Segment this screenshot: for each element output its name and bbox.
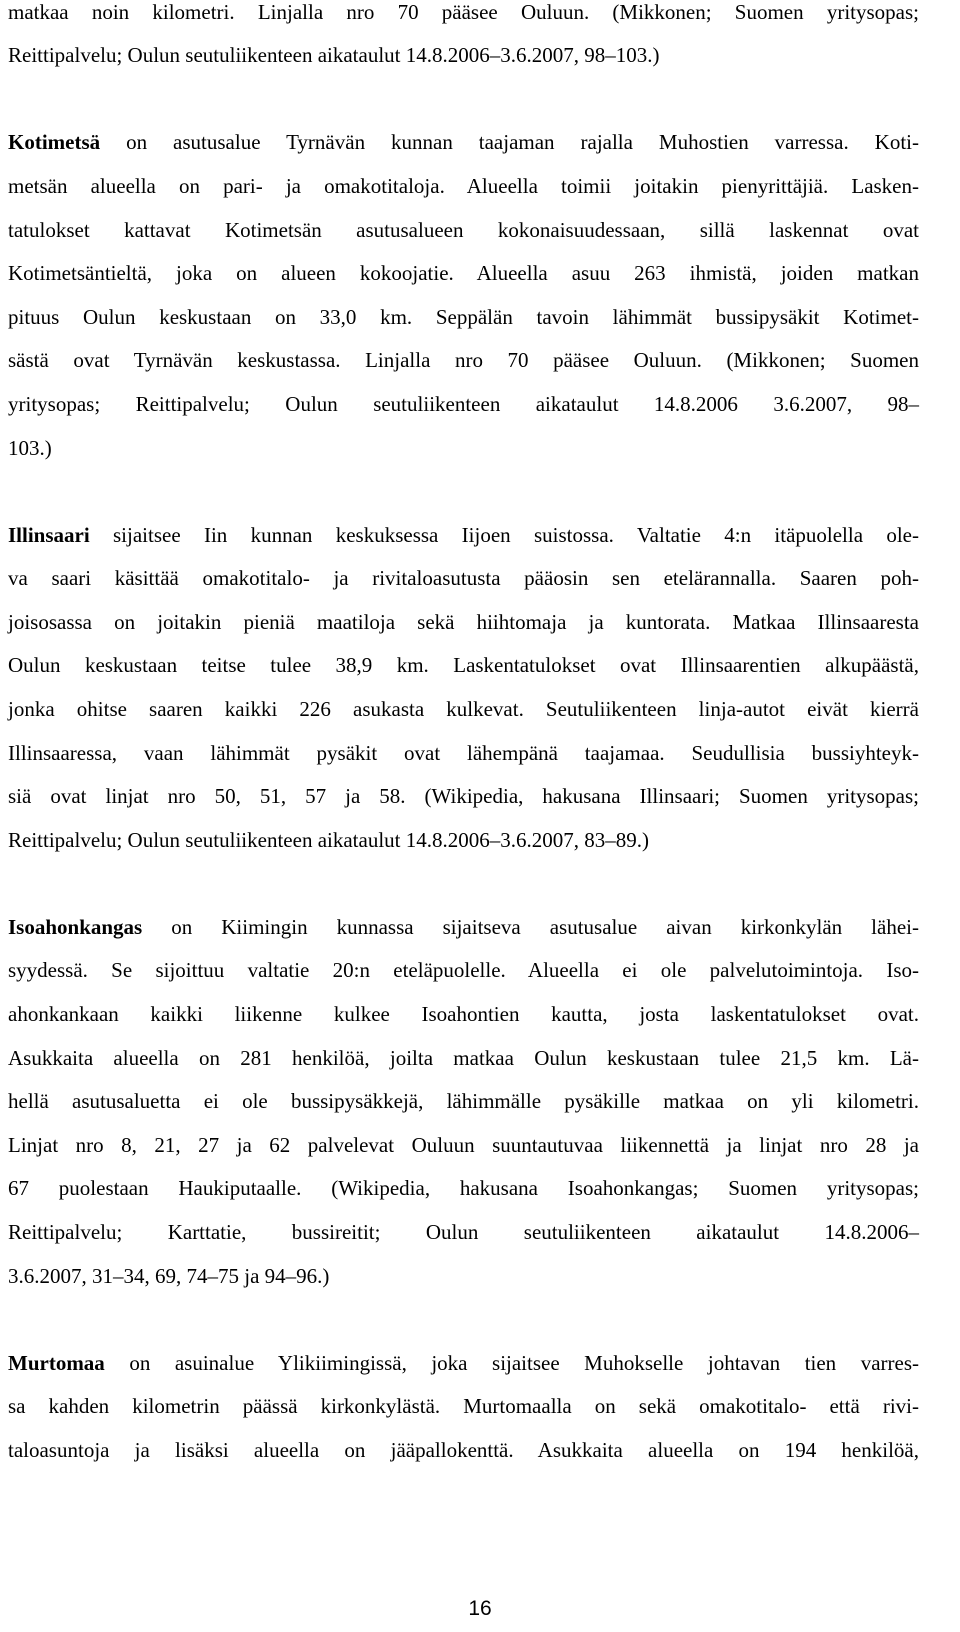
text-line: syydessä. Se sijoittuu valtatie 20:n eteläpuolelle. Alueella ei ole palvelutoimintoja. Iso- bbox=[8, 958, 919, 982]
text-line: Murtomaa on asuinalue Ylikiimingissä, joka sijaitsee Muhokselle johtavan tien varres- bbox=[8, 1351, 919, 1375]
text-line: pituus Oulun keskustaan on 33,0 km. Seppälän tavoin lähimmät bussipysäkit Kotimet- bbox=[8, 305, 919, 329]
text-line: Reittipalvelu; Oulun seutuliikenteen aikataulut 14.8.2006–3.6.2007, 83–89.) bbox=[8, 828, 649, 852]
text-line: yritysopas; Reittipalvelu; Oulun seutuliikenteen aikataulut 14.8.2006 3.6.2007, 98– bbox=[8, 392, 919, 416]
text-line: sästä ovat Tyrnävän keskustassa. Linjalla nro 70 pääsee Ouluun. (Mikkonen; Suomen bbox=[8, 348, 919, 372]
text-line: ahonkankaan kaikki liikenne kulkee Isoahontien kautta, josta laskentatulokset ovat. bbox=[8, 1002, 919, 1026]
text-line: 67 puolestaan Haukiputaalle. (Wikipedia, hakusana Isoahonkangas; Suomen yritysopas; bbox=[8, 1176, 919, 1200]
text-line: Reittipalvelu; Oulun seutuliikenteen aikataulut 14.8.2006–3.6.2007, 98–103.) bbox=[8, 43, 660, 67]
text-line: Linjat nro 8, 21, 27 ja 62 palvelevat Ouluun suuntautuvaa liikennettä ja linjat nro 28 ja bbox=[8, 1133, 919, 1157]
text-line: Kotimetsäntieltä, joka on alueen kokoojatie. Alueella asuu 263 ihmistä, joiden matkan bbox=[8, 261, 919, 285]
text-line: Illinsaari sijaitsee Iin kunnan keskuksessa Iijoen suistossa. Valtatie 4:n itäpuolella ole- bbox=[8, 523, 919, 547]
text-line: va saari käsittää omakotitalo- ja rivitaloasutusta pääosin sen etelärannalla. Saaren poh- bbox=[8, 566, 919, 590]
text-line: Isoahonkangas on Kiimingin kunnassa sijaitseva asutusalue aivan kirkonkylän lähei- bbox=[8, 915, 919, 939]
text-line: joisosassa on joitakin pieniä maatiloja sekä hiihtomaja ja kuntorata. Matkaa Illinsaaresta bbox=[8, 610, 919, 634]
text-line: jonka ohitse saaren kaikki 226 asukasta kulkevat. Seutuliikenteen linja-autot eivät kierrä bbox=[8, 697, 919, 721]
text-line: matkaa noin kilometri. Linjalla nro 70 pääsee Ouluun. (Mikkonen; Suomen yritysopas; bbox=[8, 0, 919, 24]
term-heading: Isoahonkangas bbox=[8, 915, 143, 939]
term-heading: Illinsaari bbox=[8, 523, 90, 547]
text-line: hellä asutusaluetta ei ole bussipysäkkejä, lähimmälle pysäkille matkaa on yli kilometri. bbox=[8, 1089, 919, 1113]
page-number: 16 bbox=[468, 1597, 492, 1620]
term-heading: Kotimetsä bbox=[8, 130, 101, 154]
text-line: tatulokset kattavat Kotimetsän asutusalueen kokonaisuudessaan, sillä laskennat ovat bbox=[8, 218, 919, 242]
text-line: 3.6.2007, 31–34, 69, 74–75 ja 94–96.) bbox=[8, 1264, 330, 1288]
text-line: siä ovat linjat nro 50, 51, 57 ja 58. (Wikipedia, hakusana Illinsaari; Suomen yritysopas; bbox=[8, 784, 919, 808]
text-line: sa kahden kilometrin päässä kirkonkylästä. Murtomaalla on sekä omakotitalo- että rivi- bbox=[8, 1394, 919, 1418]
text-line: Kotimetsä on asutusalue Tyrnävän kunnan taajaman rajalla Muhostien varressa. Koti- bbox=[8, 130, 919, 154]
text-line: Oulun keskustaan teitse tulee 38,9 km. Laskentatulokset ovat Illinsaarentien alkupäästä, bbox=[8, 653, 919, 677]
text-line: Illinsaaressa, vaan lähimmät pysäkit ovat lähempänä taajamaa. Seudullisia bussiyhteyk- bbox=[8, 741, 919, 765]
text-line: 103.) bbox=[8, 436, 52, 460]
text-line: metsän alueella on pari- ja omakotitaloja. Alueella toimii joitakin pienyrittäjiä. Lasken- bbox=[8, 174, 919, 198]
term-heading: Murtomaa bbox=[8, 1351, 105, 1375]
text-line: Asukkaita alueella on 281 henkilöä, joilta matkaa Oulun keskustaan tulee 21,5 km. Lä- bbox=[8, 1046, 919, 1070]
text-line: taloasuntoja ja lisäksi alueella on jääpallokenttä. Asukkaita alueella on 194 henkilöä, bbox=[8, 1438, 919, 1462]
text-line: Reittipalvelu; Karttatie, bussireitit; Oulun seutuliikenteen aikataulut 14.8.2006– bbox=[8, 1220, 919, 1244]
